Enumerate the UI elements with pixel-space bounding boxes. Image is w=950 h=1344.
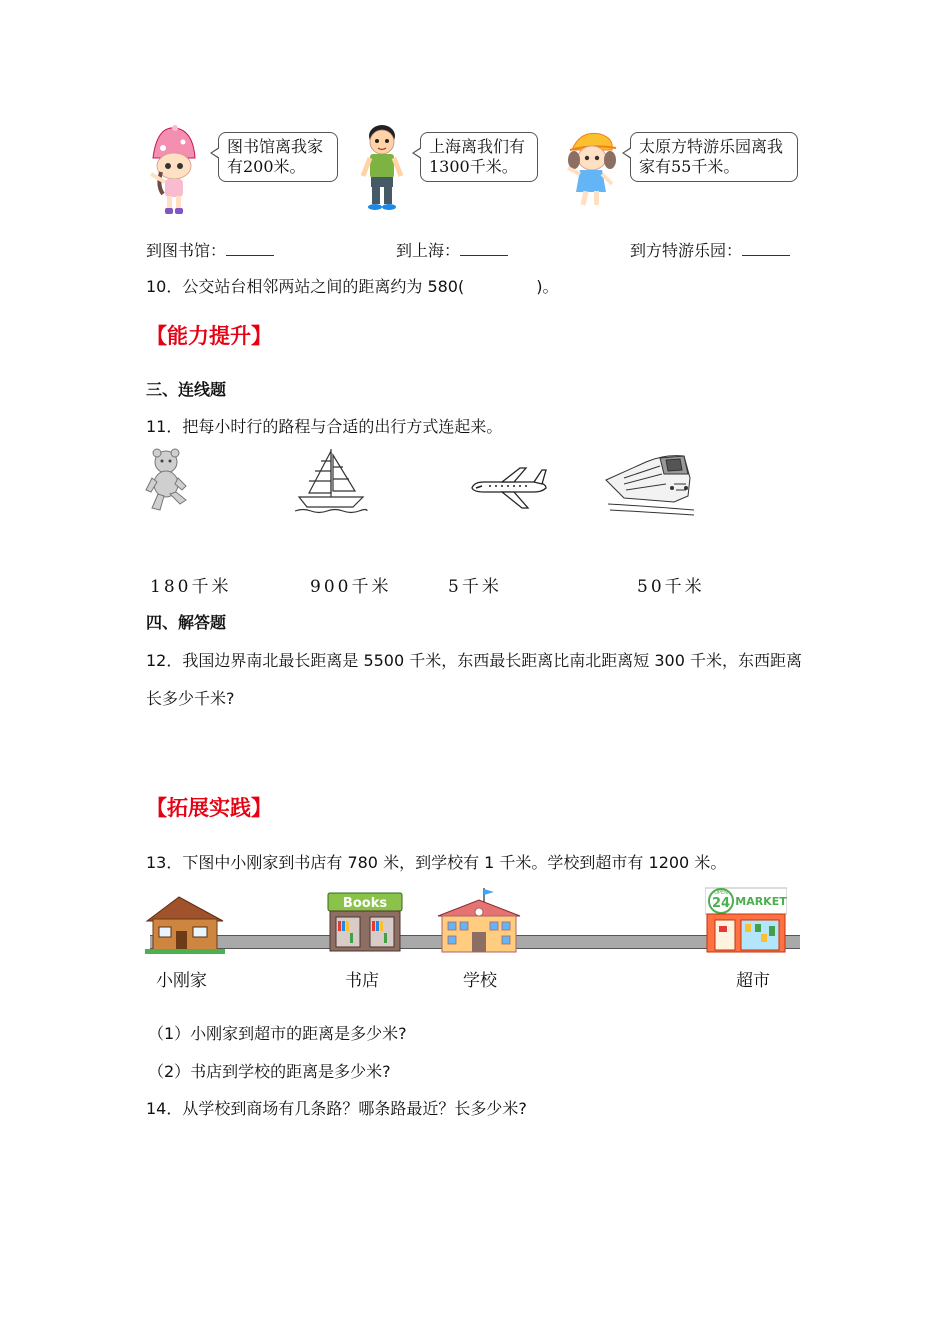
question-12-line2: 长多少千米? bbox=[146, 689, 235, 708]
distance-180km: 180千米 bbox=[150, 577, 232, 597]
market-open-text: OPEN bbox=[714, 890, 728, 896]
section-ability-title: 【能力提升】 bbox=[146, 324, 272, 348]
books-sign-text: Books bbox=[342, 896, 388, 911]
bubble-library-line1: 图书馆离我家 bbox=[227, 137, 324, 156]
answer-library-blank[interactable] bbox=[226, 241, 274, 256]
part4-heading: 四、解答题 bbox=[146, 613, 227, 632]
place-label-home: 小刚家 bbox=[156, 971, 207, 991]
question-10-text: 10．公交站台相邻两站之间的距离约为 580( bbox=[146, 277, 465, 296]
speech-bubble-park bbox=[630, 132, 798, 182]
question-12-line1: 12．我国边界南北最长距离是 5500 千米，东西最长距离比南北距离短 300 千米，东西距离 bbox=[146, 651, 802, 670]
bubble-library-line2: 有200米。 bbox=[227, 157, 306, 176]
market-sign-text: MARKET bbox=[735, 895, 787, 908]
boy-icon bbox=[355, 122, 410, 212]
question-13-text: 13．下图中小刚家到书店有 780 米，到学校有 1 千米。学校到超市有 1200 米。 bbox=[146, 853, 727, 872]
answer-library bbox=[146, 238, 274, 261]
market-icon bbox=[705, 886, 787, 956]
distance-900km: 900千米 bbox=[310, 577, 392, 597]
answer-shanghai-label: 到上海： bbox=[396, 241, 461, 260]
place-label-school: 学校 bbox=[463, 971, 497, 991]
question-10-tail: )。 bbox=[536, 277, 559, 296]
bubble-shanghai-line1: 上海离我们有 bbox=[429, 137, 526, 156]
house-icon bbox=[145, 893, 225, 955]
walking-bear-icon bbox=[142, 448, 192, 514]
bookstore-icon bbox=[326, 891, 404, 955]
airplane-icon bbox=[468, 462, 550, 514]
question-13-sub1: （1）小刚家到超市的距离是多少米? bbox=[148, 1024, 407, 1043]
answer-library-label: 到图书馆： bbox=[146, 241, 227, 260]
bubble-park-line1: 太原方特游乐园离我 bbox=[639, 137, 784, 156]
answer-shanghai-blank[interactable] bbox=[460, 241, 508, 256]
train-icon bbox=[604, 444, 696, 516]
answer-park-label: 到方特游乐园： bbox=[630, 241, 743, 260]
place-label-market: 超市 bbox=[736, 971, 770, 991]
question-10 bbox=[146, 274, 558, 297]
girl-yellow-hat-icon bbox=[560, 128, 622, 212]
market-24-text: 24 bbox=[711, 896, 731, 911]
question-13-sub2: （2）书店到学校的距离是多少米? bbox=[148, 1062, 391, 1081]
answer-shanghai bbox=[396, 238, 508, 261]
speech-bubble-shanghai bbox=[420, 132, 538, 182]
girl-pink-hat-icon bbox=[143, 124, 205, 216]
speech-bubble-library bbox=[218, 132, 338, 182]
section-practice-title: 【拓展实践】 bbox=[146, 796, 272, 820]
sailboat-icon bbox=[293, 445, 369, 515]
answer-park bbox=[630, 238, 790, 261]
bubble-shanghai-line2: 1300千米。 bbox=[429, 157, 518, 176]
answer-park-blank[interactable] bbox=[742, 241, 790, 256]
distance-50km: 50千米 bbox=[637, 577, 705, 597]
part3-heading: 三、连线题 bbox=[146, 380, 227, 399]
place-label-bookstore: 书店 bbox=[345, 971, 379, 991]
school-icon bbox=[434, 886, 524, 956]
bubble-park-line2: 家有55千米。 bbox=[639, 157, 740, 176]
question-14-text: 14．从学校到商场有几条路？哪条路最近？长多少米? bbox=[146, 1099, 527, 1118]
question-11-text: 11．把每小时行的路程与合适的出行方式连起来。 bbox=[146, 417, 503, 436]
distance-5km: 5千米 bbox=[448, 577, 502, 597]
